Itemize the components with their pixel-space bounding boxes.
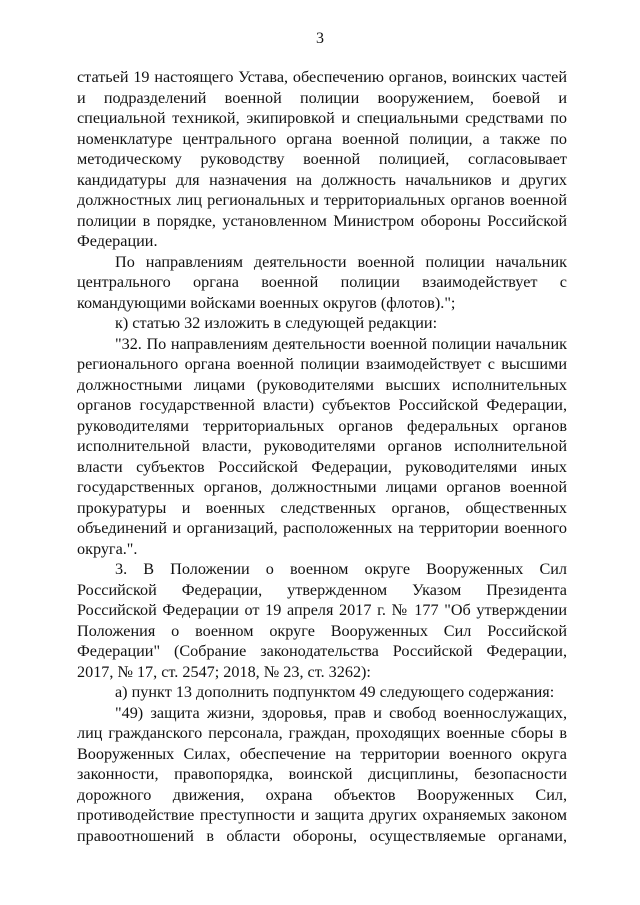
text-line: "49) защита жизни, здоровья, прав и свобод военнослужащих, bbox=[115, 703, 567, 722]
text-line: органов государственной власти) субъектов Российской Федерации, bbox=[77, 396, 567, 414]
text-line: Федерации" (Собрание законодательства Российской Федерации, bbox=[77, 642, 567, 660]
text-line: "32. По направлениям деятельности военной полиции начальник bbox=[115, 334, 567, 353]
text-line: власти субъектов Российской Федерации, руководителями иных bbox=[77, 457, 567, 476]
text-line: Российской Федерации, утвержденном Указом Президента bbox=[77, 580, 567, 599]
text-line: статьей 19 настоящего Устава, обеспечению органов, воинских частей bbox=[77, 68, 567, 86]
text-line: По направлениям деятельности военной полиции начальник bbox=[115, 252, 567, 271]
text-line: руководителями территориальных органов федеральных органов bbox=[77, 416, 567, 435]
text-line: номенклатуре центрального органа военной полиции, а также по bbox=[77, 129, 567, 148]
text-line: специальной техникой, экипировкой и специальными средствами по bbox=[77, 109, 567, 127]
text-line: командующими войсками военных округов (флотов)."; bbox=[77, 293, 456, 312]
text-line: должностными лицами (руководителями высших исполнительных bbox=[77, 375, 567, 394]
text-line: 3. В Положении о военном округе Вооруженных Сил bbox=[115, 560, 567, 578]
text-line: полиции в порядке, установленном Министром обороны Российской bbox=[77, 211, 567, 230]
text-line: и подразделений военной полиции вооружением, боевой и bbox=[77, 88, 567, 107]
document-body bbox=[77, 67, 567, 846]
text-line: Вооруженных Силах, обеспечение на территории военного округа bbox=[77, 744, 567, 763]
text-line: а) пункт 13 дополнить подпунктом 49 следующего содержания: bbox=[115, 683, 555, 701]
text-line: кандидатуры для назначения на должность начальников и других bbox=[77, 170, 567, 189]
text-line: к) статью 32 изложить в следующей редакции: bbox=[115, 314, 438, 332]
text-line: Российской Федерации от 19 апреля 2017 г. № 177 "Об утверждении bbox=[77, 601, 567, 619]
text-line: методическому руководству военной полицией, согласовывает bbox=[77, 150, 567, 168]
text-line: Положения о военном округе Вооруженных Сил Российской bbox=[77, 621, 567, 640]
text-line: должностных лиц региональных и территориальных органов военной bbox=[77, 191, 567, 209]
text-line: лиц гражданского персонала, граждан, проходящих военные сборы в bbox=[77, 724, 567, 742]
text-line: законности, правопорядка, воинской дисциплины, безопасности bbox=[77, 765, 567, 783]
text-line: государственных органов, должностными лицами органов военной bbox=[77, 478, 567, 496]
text-line: прокуратуры и военных следственных органов, общественных bbox=[77, 498, 567, 517]
page-number: 3 bbox=[316, 30, 324, 47]
text-line: правоотношений в области обороны, осуществляемые органами, bbox=[77, 826, 567, 845]
text-line: объединений и организаций, расположенных на территории военного bbox=[77, 519, 567, 537]
text-line: центрального органа военной полиции взаимодействует с bbox=[77, 273, 567, 291]
text-line: исполнительной власти, руководителями органов исполнительной bbox=[77, 437, 567, 455]
text-line: округа.". bbox=[77, 539, 138, 558]
text-line: дорожного движения, охрана объектов Вооруженных Сил, bbox=[77, 785, 567, 804]
text-line: Федерации. bbox=[77, 232, 158, 250]
text-line: 2017, № 17, ст. 2547; 2018, № 23, ст. 3262): bbox=[77, 662, 371, 681]
text-line: регионального органа военной полиции взаимодействует с высшими bbox=[77, 355, 567, 373]
text-line: противодействие преступности и защита других охраняемых законом bbox=[77, 806, 567, 824]
